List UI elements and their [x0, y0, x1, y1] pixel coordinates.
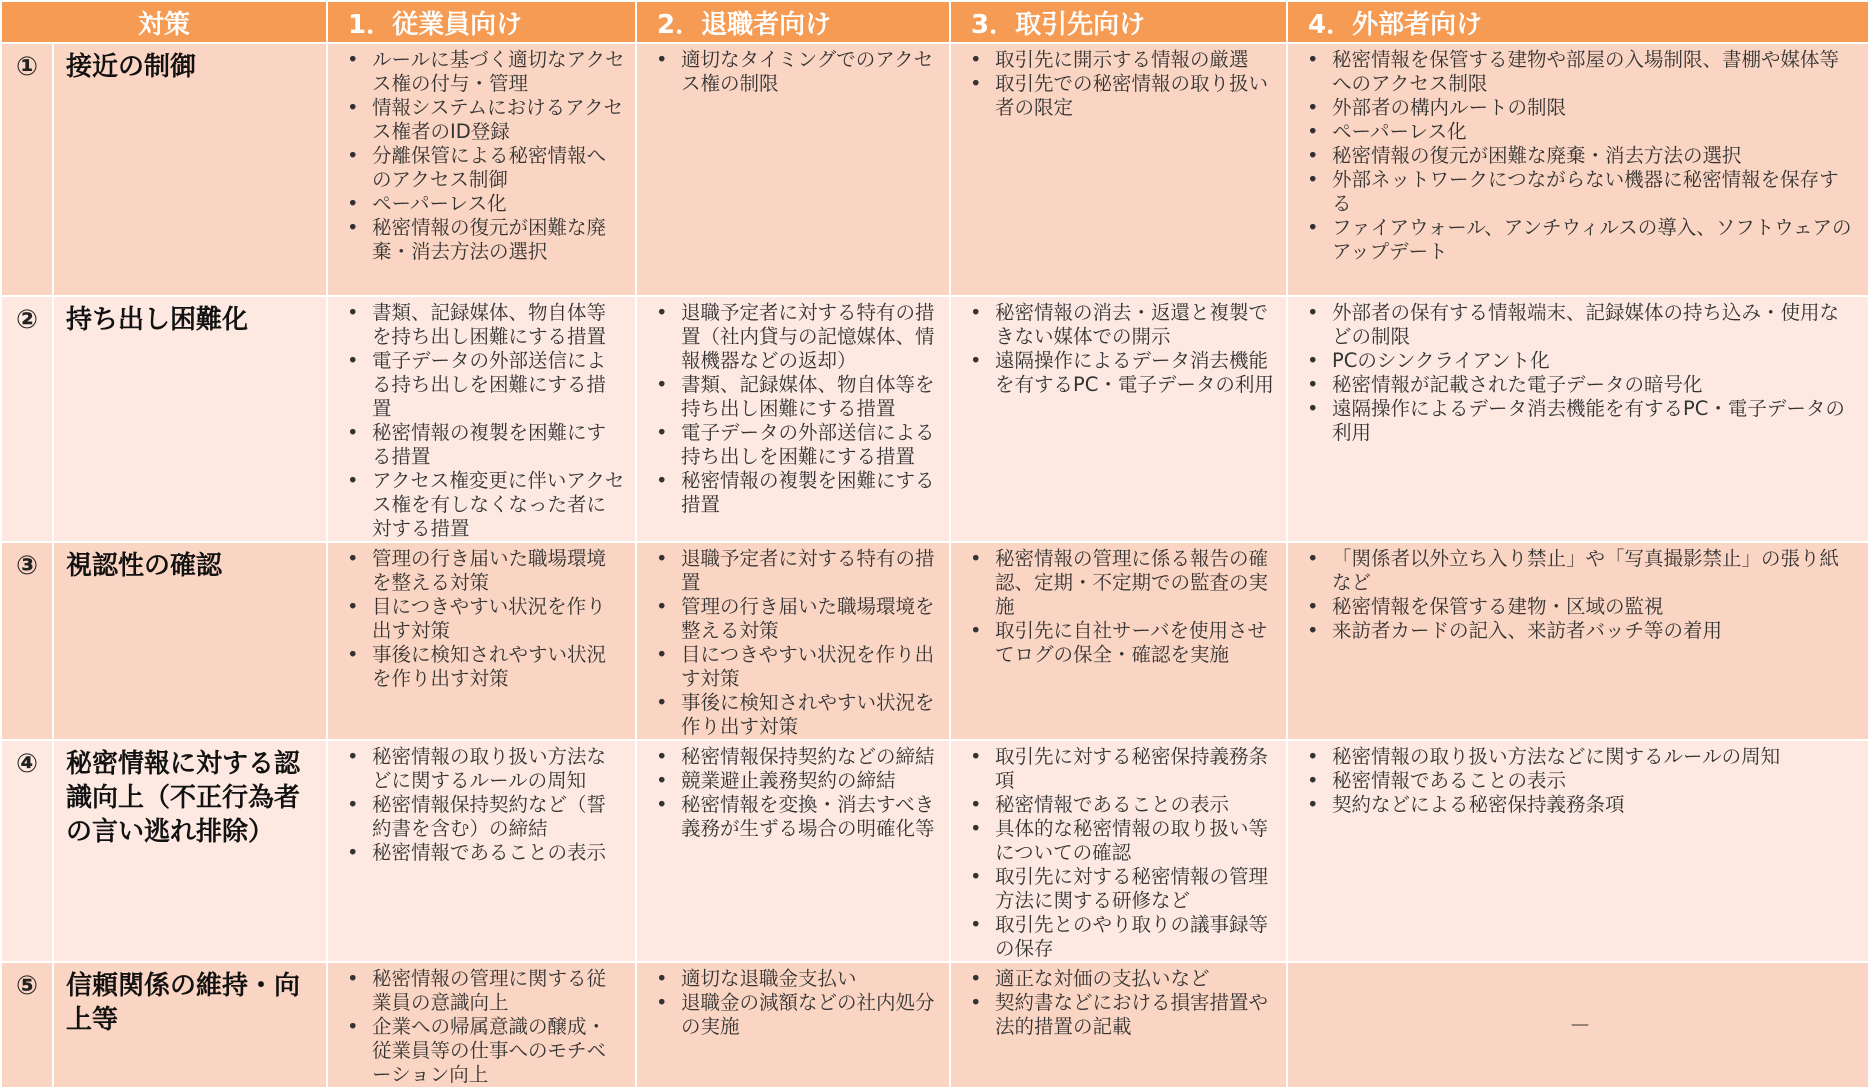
- cell-retirees: [636, 542, 950, 740]
- list-item: • 遠隔操作によるデータ消去機能を有するPC・電子データの利用: [965, 349, 1276, 397]
- list-item: • 情報システムにおけるアクセス権者のID登録: [342, 96, 625, 144]
- header-retirees: 2．退職者向け: [636, 1, 950, 43]
- cell-business-partners: [950, 296, 1287, 542]
- list-item: • 適切な退職金支払い: [651, 967, 939, 991]
- table-row: [1, 962, 1868, 1088]
- list-item: • 秘密情報保持契約など（誓約書を含む）の締結: [342, 793, 625, 841]
- list-item: • 秘密情報を変換・消去すべき義務が生ずる場合の明確化等: [651, 793, 939, 841]
- list-item: • 分離保管による秘密情報へのアクセス制御: [342, 144, 625, 192]
- measure-label: 信頼関係の維持・向上等: [53, 962, 327, 1088]
- list-item: • 秘密情報の取り扱い方法などに関するルールの周知: [342, 745, 625, 793]
- list-item: • 退職予定者に対する特有の措置: [651, 547, 939, 595]
- row-number: ④: [1, 740, 53, 962]
- list-item: • 競業避止義務契約の締結: [651, 769, 939, 793]
- list-item: • 書類、記録媒体、物自体等を持ち出し困難にする措置: [651, 373, 939, 421]
- list-item: • 秘密情報であることの表示: [342, 841, 625, 865]
- measure-label: 秘密情報に対する認識向上（不正行為者の言い逃れ排除）: [53, 740, 327, 962]
- list-item: • ペーパーレス化: [342, 192, 625, 216]
- cell-employees: [327, 542, 636, 740]
- cell-outsiders-empty: －: [1287, 962, 1868, 1088]
- list-item: • 電子データの外部送信による持ち出しを困難にする措置: [342, 349, 625, 421]
- list-item: • 秘密情報が記載された電子データの暗号化: [1302, 373, 1858, 397]
- cell-outsiders: [1287, 542, 1868, 740]
- list-item: • 「関係者以外立ち入り禁止」や「写真撮影禁止」の張り紙など: [1302, 547, 1858, 595]
- row-number: ②: [1, 296, 53, 542]
- list-item: • 退職予定者に対する特有の措置（社内貸与の記憶媒体、情報機器などの返却）: [651, 301, 939, 373]
- cell-outsiders: [1287, 43, 1868, 296]
- list-item: • 電子データの外部送信による持ち出しを困難にする措置: [651, 421, 939, 469]
- header-row: [1, 1, 1868, 43]
- cell-employees: [327, 740, 636, 962]
- list-item: • 事後に検知されやすい状況を作り出す対策: [651, 691, 939, 739]
- list-item: • 企業への帰属意識の醸成・従業員等の仕事へのモチベーション向上: [342, 1015, 625, 1087]
- cell-retirees: [636, 43, 950, 296]
- list-item: • 管理の行き届いた職場環境を整える対策: [651, 595, 939, 643]
- cell-business-partners: [950, 962, 1287, 1088]
- list-item: • ペーパーレス化: [1302, 120, 1858, 144]
- measure-label: 接近の制御: [53, 43, 327, 296]
- cell-retirees: [636, 296, 950, 542]
- row-number: ③: [1, 542, 53, 740]
- header-outsiders: 4．外部者向け: [1287, 1, 1868, 43]
- list-item: • 適切なタイミングでのアクセス権の制限: [651, 48, 939, 96]
- cell-outsiders: [1287, 296, 1868, 542]
- cell-business-partners: [950, 740, 1287, 962]
- table-row: [1, 542, 1868, 740]
- cell-retirees: [636, 740, 950, 962]
- cell-business-partners: [950, 43, 1287, 296]
- list-item: • 秘密情報を保管する建物・区域の監視: [1302, 595, 1858, 619]
- cell-retirees: [636, 962, 950, 1088]
- list-item: • 秘密情報の管理に係る報告の確認、定期・不定期での監査の実施: [965, 547, 1276, 619]
- list-item: • 秘密情報の管理に関する従業員の意識向上: [342, 967, 625, 1015]
- list-item: • ルールに基づく適切なアクセス権の付与・管理: [342, 48, 625, 96]
- cell-employees: [327, 296, 636, 542]
- list-item: • 取引先に対する秘密情報の管理方法に関する研修など: [965, 865, 1276, 913]
- header-measure: 対策: [1, 1, 327, 43]
- measure-label: 持ち出し困難化: [53, 296, 327, 542]
- list-item: • 管理の行き届いた職場環境を整える対策: [342, 547, 625, 595]
- table-row: [1, 740, 1868, 962]
- list-item: • 取引先に自社サーバを使用させてログの保全・確認を実施: [965, 619, 1276, 667]
- list-item: • 具体的な秘密情報の取り扱い等についての確認: [965, 817, 1276, 865]
- list-item: • ファイアウォール、アンチウィルスの導入、ソフトウェアのアップデート: [1302, 216, 1858, 264]
- table-row: [1, 296, 1868, 542]
- header-business-partners: 3．取引先向け: [950, 1, 1287, 43]
- header-employees: 1．従業員向け: [327, 1, 636, 43]
- list-item: • 秘密情報の復元が困難な廃棄・消去方法の選択: [1302, 144, 1858, 168]
- list-item: • 秘密情報の消去・返還と複製できない媒体での開示: [965, 301, 1276, 349]
- row-number: ⑤: [1, 962, 53, 1088]
- list-item: • 取引先に対する秘密保持義務条項: [965, 745, 1276, 793]
- list-item: • 取引先に開示する情報の厳選: [965, 48, 1276, 72]
- list-item: • 秘密情報の複製を困難にする措置: [342, 421, 625, 469]
- list-item: • 目につきやすい状況を作り出す対策: [651, 643, 939, 691]
- list-item: • 秘密情報の復元が困難な廃棄・消去方法の選択: [342, 216, 625, 264]
- list-item: • 契約書などにおける損害措置や法的措置の記載: [965, 991, 1276, 1039]
- cell-business-partners: [950, 542, 1287, 740]
- row-number: ①: [1, 43, 53, 296]
- list-item: • 適正な対価の支払いなど: [965, 967, 1276, 991]
- measure-label: 視認性の確認: [53, 542, 327, 740]
- list-item: • 契約などによる秘密保持義務条項: [1302, 793, 1858, 817]
- table-row: [1, 43, 1868, 296]
- list-item: • PCのシンクライアント化: [1302, 349, 1858, 373]
- list-item: • 秘密情報を保管する建物や部屋の入場制限、書棚や媒体等へのアクセス制限: [1302, 48, 1858, 96]
- list-item: • 事後に検知されやすい状況を作り出す対策: [342, 643, 625, 691]
- list-item: • 秘密情報であることの表示: [965, 793, 1276, 817]
- cell-employees: [327, 962, 636, 1088]
- list-item: • 取引先とのやり取りの議事録等の保存: [965, 913, 1276, 961]
- list-item: • 秘密情報であることの表示: [1302, 769, 1858, 793]
- list-item: • 目につきやすい状況を作り出す対策: [342, 595, 625, 643]
- list-item: • 取引先での秘密情報の取り扱い者の限定: [965, 72, 1276, 120]
- list-item: • 遠隔操作によるデータ消去機能を有するPC・電子データの利用: [1302, 397, 1858, 445]
- list-item: • 外部者の保有する情報端末、記録媒体の持ち込み・使用などの制限: [1302, 301, 1858, 349]
- list-item: • アクセス権変更に伴いアクセス権を有しなくなった者に対する措置: [342, 469, 625, 541]
- list-item: • 来訪者カードの記入、来訪者バッチ等の着用: [1302, 619, 1858, 643]
- list-item: • 外部ネットワークにつながらない機器に秘密情報を保存する: [1302, 168, 1858, 216]
- cell-employees: [327, 43, 636, 296]
- list-item: • 外部者の構内ルートの制限: [1302, 96, 1858, 120]
- list-item: • 書類、記録媒体、物自体等を持ち出し困難にする措置: [342, 301, 625, 349]
- list-item: • 秘密情報保持契約などの締結: [651, 745, 939, 769]
- cell-outsiders: [1287, 740, 1868, 962]
- list-item: • 秘密情報の取り扱い方法などに関するルールの周知: [1302, 745, 1858, 769]
- list-item: • 退職金の減額などの社内処分の実施: [651, 991, 939, 1039]
- list-item: • 秘密情報の複製を困難にする措置: [651, 469, 939, 517]
